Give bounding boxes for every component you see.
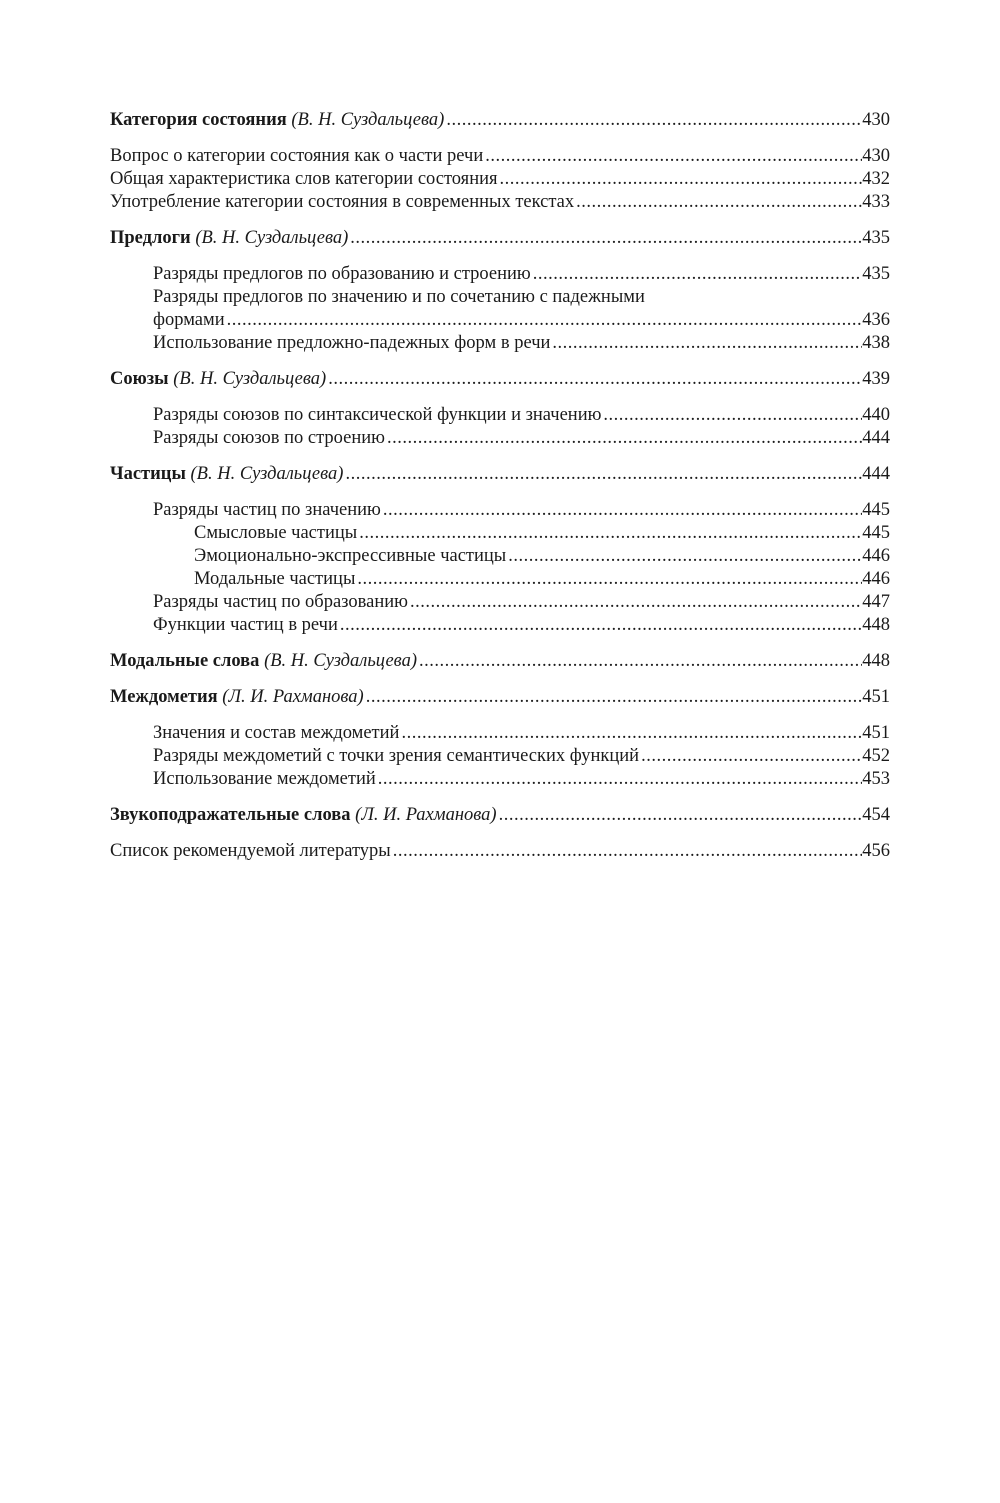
entry-label: Использование предложно-падежных форм в речи xyxy=(153,333,551,353)
toc-section-heading[interactable] xyxy=(110,227,890,250)
entry-label: Разряды междометий с точки зрения семантических функций xyxy=(153,746,640,766)
section-title: Союзы xyxy=(110,369,169,389)
toc-section-heading[interactable] xyxy=(110,368,890,391)
page-number: 452 xyxy=(862,746,890,766)
page-number: 454 xyxy=(862,805,890,825)
dot-leader xyxy=(531,263,863,286)
entry-label: Смысловые частицы xyxy=(194,523,358,543)
entry-label: Использование междометий xyxy=(153,769,376,789)
dot-leader xyxy=(376,768,863,791)
page-number: 433 xyxy=(862,192,890,212)
section-author: (Л. И. Рахманова) xyxy=(222,687,364,707)
toc-entry[interactable] xyxy=(110,614,890,637)
dot-leader xyxy=(601,404,862,427)
page-number: 444 xyxy=(862,428,890,448)
toc-subentry[interactable] xyxy=(110,545,890,568)
page-number: 436 xyxy=(862,310,890,330)
dot-leader xyxy=(338,614,862,637)
page-number: 446 xyxy=(862,546,890,566)
page-number: 448 xyxy=(862,615,890,635)
dot-leader xyxy=(348,227,862,250)
section-author: (В. Н. Суздальцева) xyxy=(173,369,327,389)
toc-entry[interactable] xyxy=(110,745,890,768)
dot-leader xyxy=(357,522,862,545)
toc-section-heading[interactable] xyxy=(110,109,890,132)
toc-entry[interactable] xyxy=(110,191,890,214)
entry-label: Значения и состав междометий xyxy=(153,723,400,743)
toc-entry[interactable] xyxy=(110,591,890,614)
toc-entry[interactable] xyxy=(110,145,890,168)
entry-label: Список рекомендуемой литературы xyxy=(110,841,391,861)
page-number: 435 xyxy=(862,264,890,284)
dot-leader xyxy=(483,145,862,168)
section-title: Частицы xyxy=(110,464,186,484)
dot-leader xyxy=(497,804,863,827)
dot-leader xyxy=(381,499,862,522)
entry-label-continued: формами xyxy=(153,310,225,330)
toc-entry[interactable] xyxy=(110,427,890,450)
table-of-contents xyxy=(110,109,890,863)
dot-leader xyxy=(391,840,863,863)
entry-label: Разряды частиц по значению xyxy=(153,500,381,520)
toc-subentry[interactable] xyxy=(110,568,890,591)
page-number: 432 xyxy=(862,169,890,189)
entry-label: Функции частиц в речи xyxy=(153,615,338,635)
entry-label: Разряды предлогов по образованию и строению xyxy=(153,264,531,284)
dot-leader xyxy=(355,568,862,591)
dot-leader xyxy=(444,109,862,132)
section-author: (В. Н. Суздальцева) xyxy=(264,651,417,671)
page-number: 430 xyxy=(862,146,890,166)
dot-leader xyxy=(399,722,862,745)
page-number: 453 xyxy=(862,769,890,789)
dot-leader xyxy=(385,427,862,450)
page-number: 444 xyxy=(862,464,890,484)
section-author: (В. Н. Суздальцева) xyxy=(195,228,349,248)
entry-label: Общая характеристика слов категории состояния xyxy=(110,169,498,189)
toc-entry[interactable] xyxy=(110,168,890,191)
dot-leader xyxy=(326,368,862,391)
section-author: (В. Н. Суздальцева) xyxy=(291,110,445,130)
dot-leader xyxy=(574,191,862,214)
page-number: 439 xyxy=(862,369,890,389)
toc-subentry[interactable] xyxy=(110,522,890,545)
section-title: Предлоги xyxy=(110,228,191,248)
entry-label: Эмоционально-экспрессивные частицы xyxy=(194,546,507,566)
toc-section-heading[interactable] xyxy=(110,463,890,486)
entry-label: Употребление категории состояния в современных текстах xyxy=(110,192,575,212)
dot-leader xyxy=(506,545,862,568)
entry-label: Модальные частицы xyxy=(194,569,356,589)
dot-leader xyxy=(364,686,863,709)
dot-leader xyxy=(417,650,862,673)
page-number: 448 xyxy=(862,651,890,671)
section-title: Категория состояния xyxy=(110,110,287,130)
toc-section-heading[interactable] xyxy=(110,686,890,709)
toc-entry[interactable] xyxy=(110,404,890,427)
toc-entry-bibliography[interactable] xyxy=(110,840,890,863)
toc-entry[interactable] xyxy=(110,722,890,745)
entry-label: Разряды предлогов по значению и по сочетанию с падежными xyxy=(153,287,645,307)
dot-leader xyxy=(408,591,862,614)
toc-section-heading[interactable] xyxy=(110,804,890,827)
dot-leader xyxy=(498,168,863,191)
toc-entry[interactable] xyxy=(110,286,890,332)
toc-entry[interactable] xyxy=(110,768,890,791)
entry-label: Вопрос о категории состояния как о части речи xyxy=(110,146,484,166)
toc-section-heading[interactable] xyxy=(110,650,890,673)
page-number: 447 xyxy=(862,592,890,612)
page-number: 446 xyxy=(862,569,890,589)
page-number: 445 xyxy=(862,500,890,520)
section-title: Модальные слова xyxy=(110,651,260,671)
page-number: 438 xyxy=(862,333,890,353)
section-title: Междометия xyxy=(110,687,218,707)
page-number: 456 xyxy=(862,841,890,861)
dot-leader xyxy=(343,463,862,486)
dot-leader xyxy=(550,332,862,355)
entry-label: Разряды частиц по образованию xyxy=(153,592,408,612)
page-number: 435 xyxy=(862,228,890,248)
section-title: Звукоподражательные слова xyxy=(110,805,351,825)
page-number: 451 xyxy=(862,723,890,743)
section-author: (Л. И. Рахманова) xyxy=(355,805,497,825)
toc-entry[interactable] xyxy=(110,499,890,522)
entry-label: Разряды союзов по синтаксической функции и значению xyxy=(153,405,602,425)
toc-entry[interactable] xyxy=(110,332,890,355)
section-author: (В. Н. Суздальцева) xyxy=(190,464,344,484)
dot-leader xyxy=(639,745,862,768)
toc-entry[interactable] xyxy=(110,263,890,286)
entry-label: Разряды союзов по строению xyxy=(153,428,385,448)
page-number: 430 xyxy=(862,110,890,130)
page-number: 440 xyxy=(862,405,890,425)
page-number: 451 xyxy=(862,687,890,707)
dot-leader xyxy=(225,309,863,332)
page-number: 445 xyxy=(862,523,890,543)
